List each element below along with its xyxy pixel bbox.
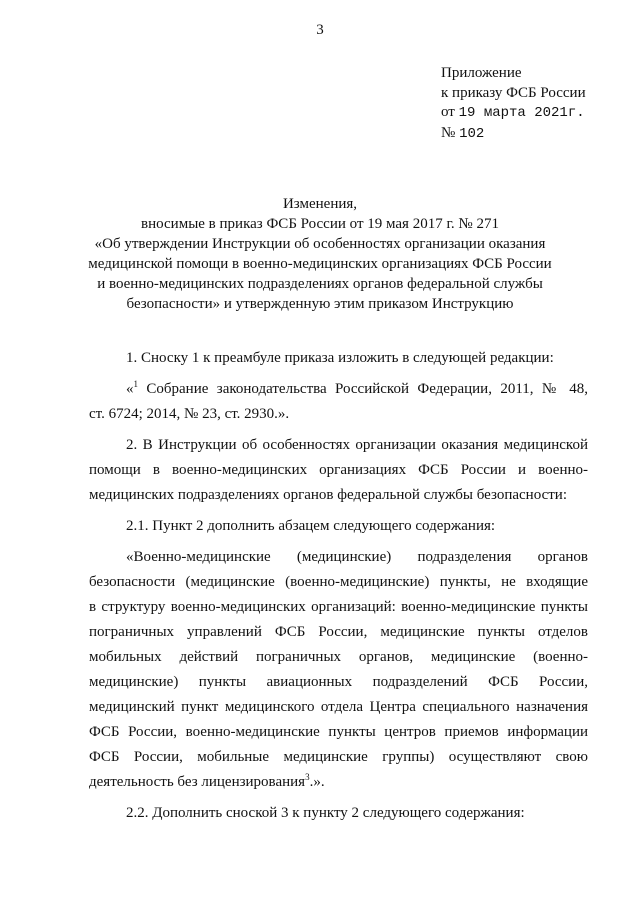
- appendix-number: 102: [459, 125, 485, 142]
- appendix-number-line: № 102: [441, 124, 485, 142]
- paragraph-5-line: ФСБ России, мобильные медицинские группы) осуществляют свою: [89, 749, 588, 765]
- paragraph-5-line: деятельность без лицензирования$^3$.».: [89, 772, 325, 790]
- heading-line: «Об утверждении Инструкции об особенностях организации оказания: [94, 236, 546, 252]
- appendix-order-ref: к приказу ФСБ России: [441, 84, 586, 101]
- document-heading: [80, 194, 560, 314]
- footnote-mark: 3: [305, 772, 310, 782]
- heading-line: и военно-медицинских подразделениях органов федеральной службы: [97, 276, 543, 292]
- heading-line: безопасности» и утвержденную этим приказом Инструкцию: [126, 296, 514, 312]
- paragraph-2-line: ст. 6724; 2014, № 23, ст. 2930.».: [89, 406, 290, 422]
- paragraph-5-line: пограничных управлений ФСБ России, медицинские пункты отделов: [89, 624, 588, 640]
- appendix-date: 19 марта 2021г.: [458, 105, 585, 121]
- paragraph-5-line: в структуру военно-медицинских организаций: военно-медицинские пункты: [89, 599, 588, 615]
- heading-line: Изменения,: [282, 196, 358, 212]
- document-body: [89, 346, 588, 826]
- paragraph-5-line: ФСБ России, военно-медицинские пункты центров приемов информации: [89, 724, 588, 740]
- paragraph-5-line: мобильных действий пограничных органов, медицинские (военно-: [89, 649, 588, 665]
- heading-line: медицинской помощи в военно-медицинских организациях ФСБ России: [88, 256, 552, 272]
- paragraph-6: 2.2. Дополнить сноской 3 к пункту 2 следующего содержания:: [126, 805, 525, 821]
- appendix-title: Приложение: [441, 65, 522, 81]
- paragraph-5-line: безопасности (медицинские (военно-медицинские) пункты, не входящие: [89, 574, 588, 590]
- appendix-date-line: от 19 марта 2021г.: [441, 104, 585, 121]
- page-number: 3: [316, 22, 324, 38]
- paragraph-1: 1. Сноску 1 к преамбуле приказа изложить в следующей редакции:: [126, 350, 554, 366]
- paragraph-5-line: «Военно-медицинские (медицинские) подразделения органов: [126, 549, 588, 565]
- footnote-mark: 1: [133, 379, 138, 389]
- paragraph-3-line: помощи в военно-медицинских организациях ФСБ России и военно-: [89, 462, 588, 478]
- appendix-block: [441, 64, 586, 144]
- paragraph-3-line: 2. В Инструкции об особенностях организации оказания медицинской: [126, 437, 588, 453]
- paragraph-3-line: медицинских подразделениях органов федеральной службы безопасности:: [89, 487, 567, 503]
- paragraph-5-line: медицинский пункт медицинского отдела Центра специального назначения: [89, 699, 588, 715]
- heading-line: вносимые в приказ ФСБ России от 19 мая 2017 г. № 271: [141, 216, 499, 232]
- paragraph-5-line: медицинские) пункты авиационных подразделений ФСБ России,: [89, 674, 588, 690]
- paragraph-2-line: «$^1$ Собрание законодательства Российской Федерации, 2011, № 48,: [126, 379, 588, 397]
- paragraph-4: 2.1. Пункт 2 дополнить абзацем следующего содержания:: [126, 518, 496, 534]
